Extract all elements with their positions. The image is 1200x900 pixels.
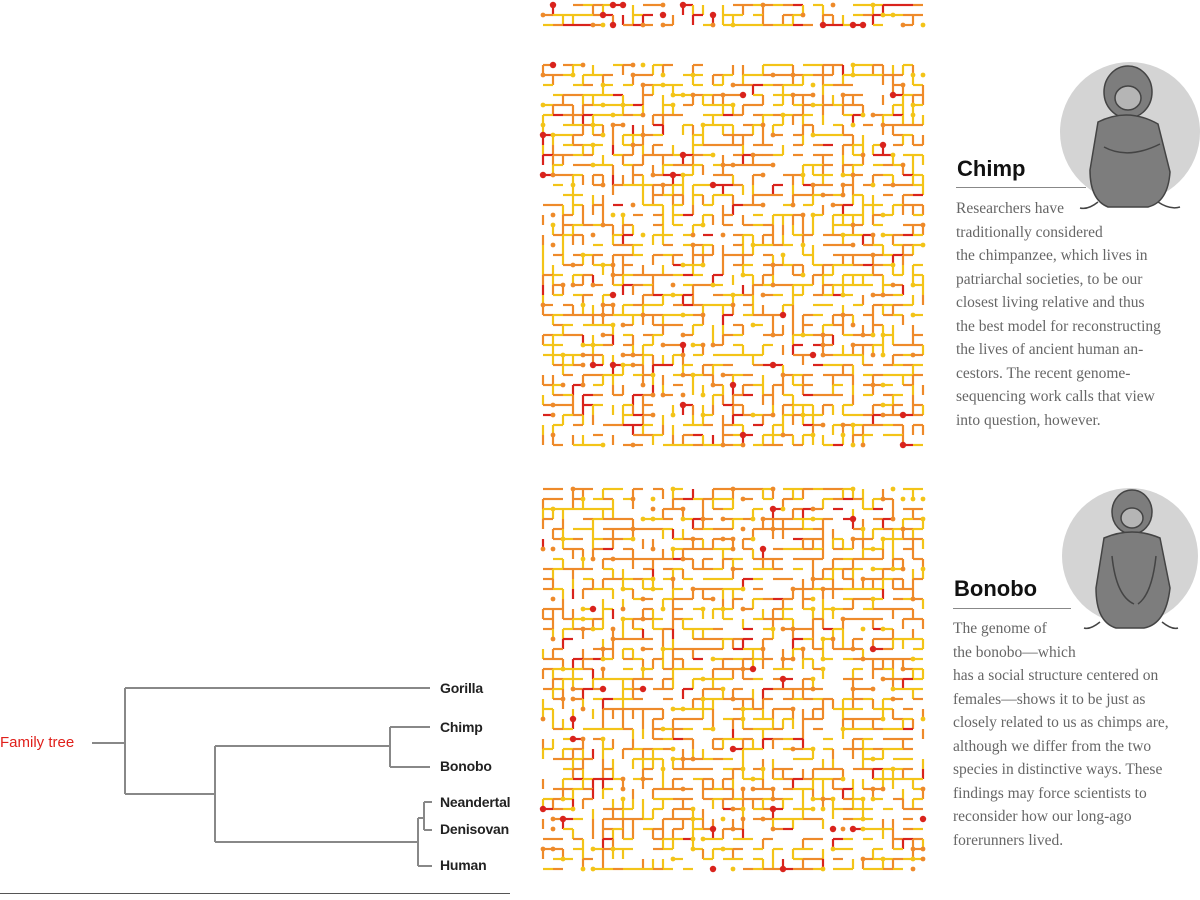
genome-maze-chimp bbox=[538, 60, 936, 458]
bonobo-panel-text: The genome of the bonobo—which has a social structure centered on females—shows it to be just as closely related to us as chimps are, although we differ from the two species in distinctive ways. These findings may force scientists to reconsider how our long-ago forerunners lived. bbox=[953, 620, 1169, 849]
leaf-gorilla: Gorilla bbox=[440, 680, 483, 696]
leaf-denisovan: Denisovan bbox=[440, 821, 509, 837]
leaf-human: Human bbox=[440, 857, 487, 873]
leaf-neandertal: Neandertal bbox=[440, 794, 511, 810]
chimp-portrait-icon bbox=[1058, 52, 1200, 217]
chimp-panel-text: Researchers have traditionally considered the chimpanzee, which lives in patriarchal societies, to be our closest living relative and thus the best model for reconstructing the lives of ancient human an- cestors. The recent genome- sequencing work calls that view into question, however. bbox=[956, 200, 1161, 429]
bonobo-title-rule bbox=[953, 608, 1071, 609]
bonobo-panel-title: Bonobo bbox=[954, 576, 1038, 601]
chimp-title-rule bbox=[956, 187, 1086, 188]
genome-maze-bonobo bbox=[538, 484, 936, 882]
bottom-divider bbox=[0, 893, 510, 894]
leaf-bonobo: Bonobo bbox=[440, 758, 492, 774]
family-tree-title: Family tree bbox=[0, 734, 75, 751]
chimp-panel-title: Chimp bbox=[957, 156, 1026, 181]
genome-maze-top-partial bbox=[538, 0, 936, 38]
leaf-chimp: Chimp bbox=[440, 719, 483, 735]
